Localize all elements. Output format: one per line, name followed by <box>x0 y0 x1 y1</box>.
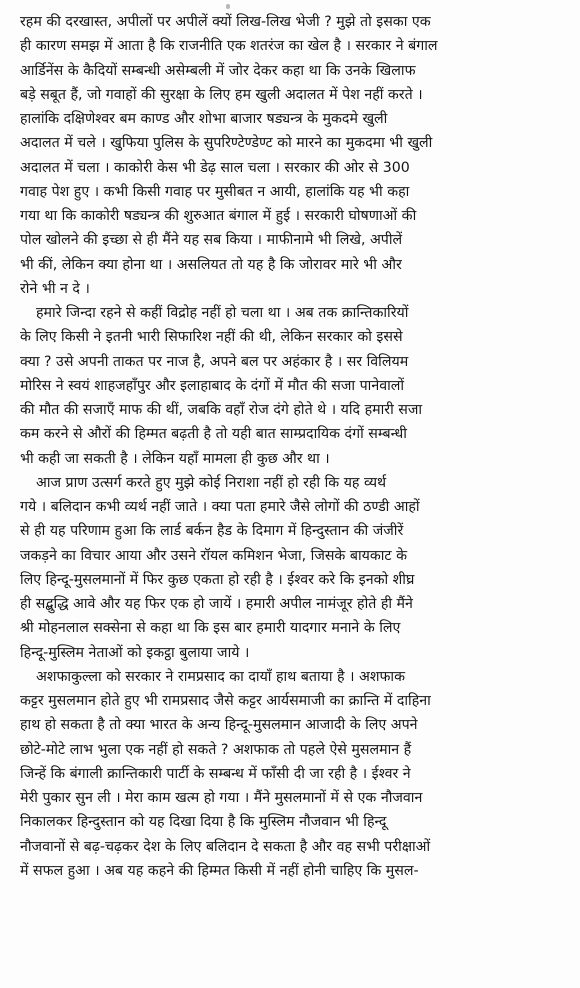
text-line: गये । बलिदान कभी व्यर्थ नहीं जाते । क्या पता हमारे जैसे लोगों की ठण्डी आहों <box>20 499 420 515</box>
text-line: बड़े सबूत हैं, जो गवाहों की सुरक्षा के लिए हम खुली अदालत में पेश नहीं करते । <box>20 86 423 103</box>
text-line: रोने भी न दे । <box>20 280 90 297</box>
text-line: ही कारण समझ में आता है कि राजनीति एक शतरंज का खेल है । सरकार ने बंगाल <box>20 38 438 55</box>
scan-speck <box>226 4 230 9</box>
text-line: जकड़ने का विचार आया और उसने रॉयल कमिशन भेजा, जिसके बायकाट के <box>20 547 407 564</box>
text-line: अदालत में चले । खुफिया पुलिस के सुपरिण्टेण्डेण्ट को मारने का मुकदमा भी खुली <box>20 135 433 152</box>
text-line: के लिए किसी ने इतनी भारी सिफारिश नहीं की थी, लेकिन सरकार को इससे <box>20 329 403 346</box>
text-line: कम करने से औरों की हिम्मत बढ़ती है तो यही बात साम्प्रदायिक दंगों सम्बन्धी <box>20 426 407 443</box>
text-line: अशफाकुल्ला को सरकार ने रामप्रसाद का दायाँ हाथ बताया है । अशफाक <box>36 668 405 685</box>
text-line: से ही यह परिणाम हुआ कि लार्ड बर्कन हैड के दिमाग में हिन्दुस्तान की जंजीरें <box>20 523 404 540</box>
text-line: आर्डिनेंस के कैदियों सम्बन्धी असेम्बली में जोर देकर कहा था कि उनके खिलाफ <box>20 62 416 79</box>
text-line: आज प्राण उत्सर्ग करते हुए मुझे कोई निराशा नहीं हो रही कि यह व्यर्थ <box>36 474 387 491</box>
text-line: जिन्हें कि बंगाली क्रान्तिकारी पार्टी के सम्बन्ध में फाँसी दी जा रही है । ईश्वर ने <box>20 765 411 782</box>
text-line: कट्टर मुसलमान होते हुए भी रामप्रसाद जैसे कट्टर आर्यसमाजी का क्रान्ति में दाहिना <box>20 693 431 709</box>
body-text <box>20 10 563 883</box>
text-line: मोरिस ने स्वयं शाहजहाँपुर और इलाहाबाद के दंगों में मौत की सजा पानेवालों <box>20 377 405 394</box>
text-line: गवाह पेश हुए । कभी किसी गवाह पर मुसीबत न आयी, हालांकि यह भी कहा <box>20 183 410 200</box>
text-line: गया था कि काकोरी षड्यन्त्र की शुरुआत बंगाल में हुई । सरकारी घोषणाओं की <box>20 208 417 224</box>
text-line: नौजवानों से बढ़-चढ़कर देश के लिए बलिदान दे सकता है और वह सभी परीक्षाओं <box>20 838 431 855</box>
text-line: क्या ? उसे अपनी ताकत पर नाज है, अपने बल पर अहंकार है । सर विलियम <box>20 353 409 370</box>
paragraph <box>20 471 563 665</box>
text-line: पोल खोलने की इच्छा से ही मैंने यह सब किया । माफीनामे भी लिखे, अपीलें <box>20 232 403 249</box>
text-line: लिए हिन्दू-मुसलमानों में फिर कुछ एकता हो रही है । ईश्वर करे कि इनको शीघ्र <box>20 571 415 588</box>
text-line: अदालत में चला । काकोरी केस भी डेढ़ साल चला । सरकार की ओर से 300 <box>20 159 410 176</box>
paragraph <box>20 301 563 471</box>
text-line: में सफल हुआ । अब यह कहने की हिम्मत किसी में नहीं होनी चाहिए कि मुसल- <box>20 862 419 879</box>
text-line: भी कीं, लेकिन क्या होना था । असलियत तो यह है कि जोरावर मारे भी और <box>20 256 402 273</box>
paragraph <box>20 665 563 883</box>
paragraph <box>20 10 563 301</box>
text-line: ही सद्बुद्धि आवे और यह फिर एक हो जायें । हमारी अपील नामंजूर होते ही मैंने <box>20 596 413 612</box>
text-line: हाथ हो सकता है तो क्या भारत के अन्य हिन्दू-मुसलमान आजादी के लिए अपने <box>20 717 418 734</box>
text-line: हिन्दू-मुस्लिम नेताओं को इकट्ठा बुलाया जाये । <box>20 644 250 661</box>
text-line: हमारे जिन्दा रहने से कहीं विद्रोह नहीं हो चला था । अब तक क्रान्तिकारियों <box>36 305 409 321</box>
text-line: निकालकर हिन्दुस्तान को यह दिखा दिया है कि मुस्लिम नौजवान भी हिन्दू <box>20 814 387 831</box>
text-line: भी कही जा सकती है । लेकिन यहाँ मामला ही कुछ और था । <box>20 450 330 467</box>
text-line: श्री मोहनलाल सक्सेना से कहा था कि इस बार हमारी यादगार मनाने के लिए <box>20 620 401 637</box>
text-line: छोटे-मोटे लाभ भुला एक नहीं हो सकते ? अशफाक तो पहले ऐसे मुसलमान हैं <box>20 741 412 758</box>
text-line: रहम की दरखास्त, अपीलों पर अपीलें क्यों लिख-लिख भेजी ? मुझे तो इसका एक <box>20 14 431 30</box>
text-line: की मौत की सजाएँ माफ की थीं, जबकि वहाँ रोज दंगे होते थे । यदि हमारी सजा <box>20 402 423 418</box>
text-line: मेरी पुकार सुन ली । मेरा काम खत्म हो गया । मैंने मुसलमानों में से एक नौजवान <box>20 790 423 806</box>
text-line: हालांकि दक्षिणेश्वर बम काण्ड और शोभा बाजार षड्यन्त्र के मुकदमे खुली <box>20 111 388 127</box>
